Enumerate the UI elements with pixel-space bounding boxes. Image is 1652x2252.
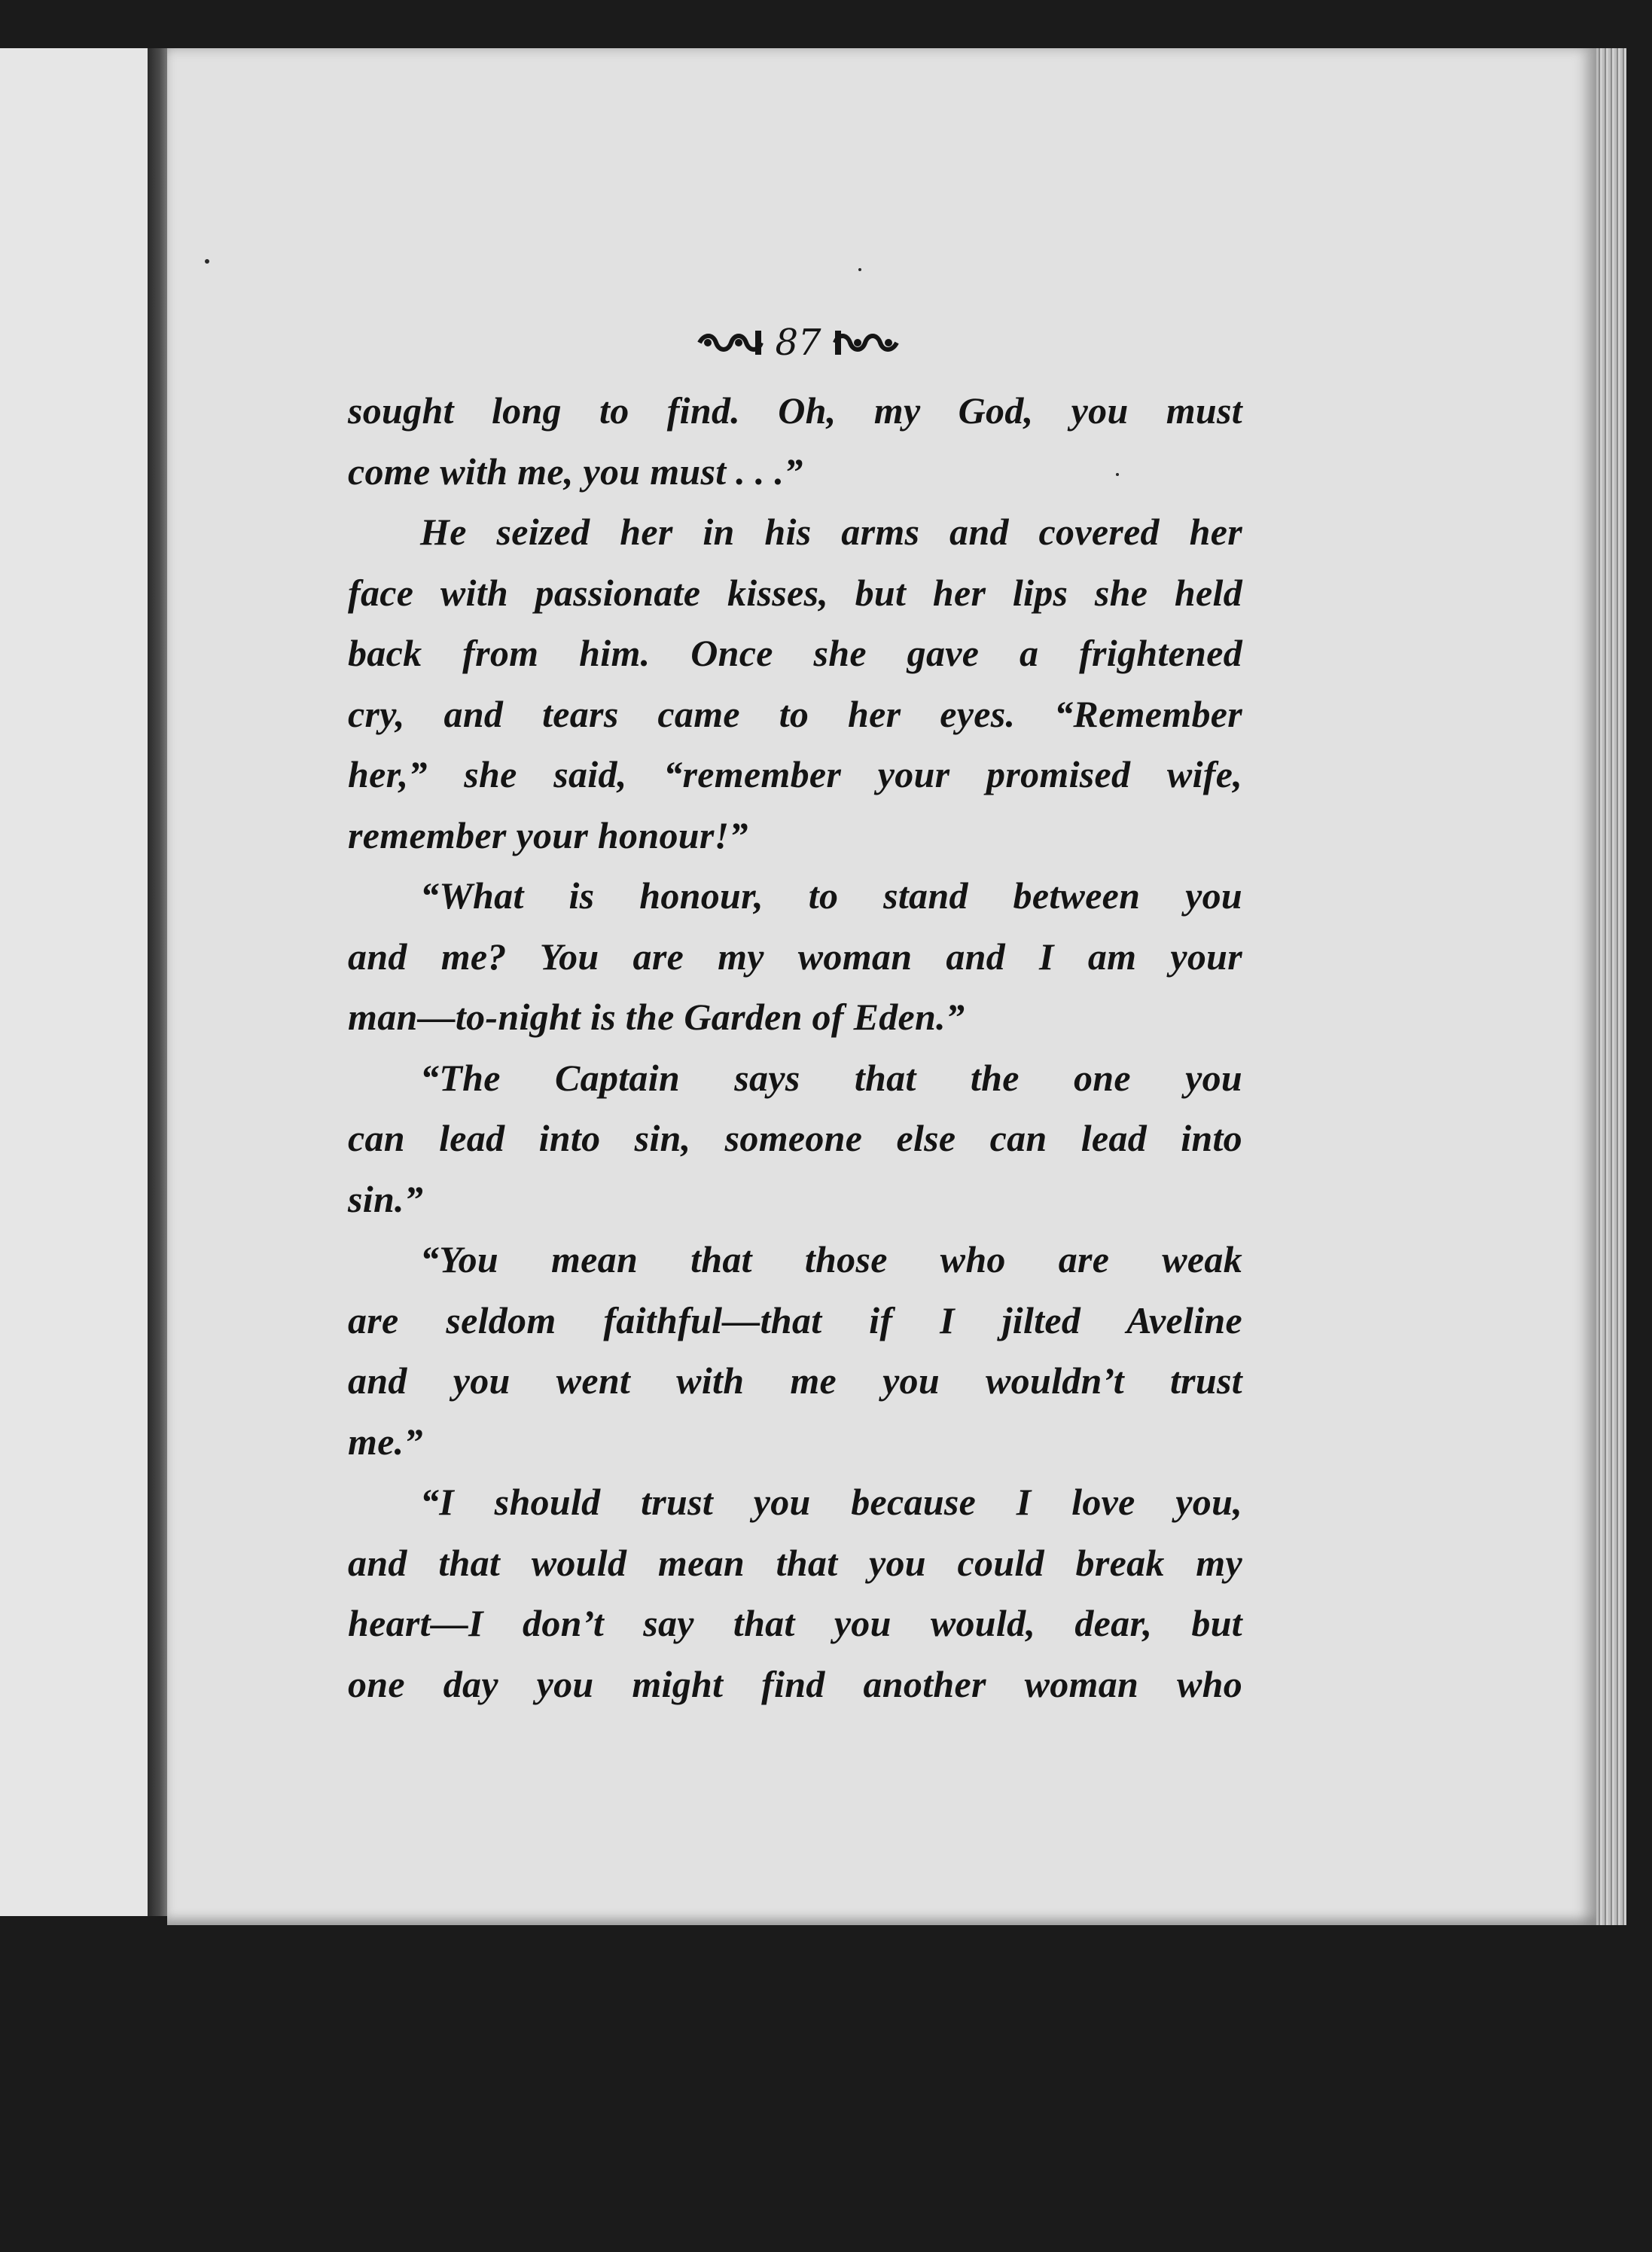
text-line: man—to-night is the Garden of Eden.” — [348, 996, 965, 1038]
text-line: sin.” — [348, 1177, 424, 1220]
text-line: remember your honour!” — [348, 813, 748, 856]
text-line: and me? You are my woman and I am your — [348, 935, 1242, 978]
page-edge-stack — [1596, 48, 1626, 1925]
text-line: and you went with me you wouldn’t trust — [348, 1359, 1242, 1402]
text-line: He seized her in his arms and covered her — [420, 511, 1242, 553]
facing-page-edge — [0, 48, 148, 1916]
scan-speck — [858, 268, 861, 271]
text-line: back from him. Once she gave a frightened — [348, 632, 1242, 674]
page-number: 87 — [775, 322, 821, 364]
text-line: “I should trust you because I love you, — [420, 1481, 1242, 1523]
right-ornament-icon — [832, 328, 900, 358]
text-line: can lead into sin, someone else can lead into — [348, 1117, 1242, 1159]
text-line: “The Captain says that the one you — [420, 1056, 1242, 1099]
text-line: “What is honour, to stand between you — [420, 874, 1242, 917]
scan-speck — [205, 259, 209, 264]
text-line: come with me, you must . . .” — [348, 450, 803, 493]
text-line: me.” — [348, 1420, 423, 1463]
text-line: heart—I don’t say that you would, dear, but — [348, 1602, 1242, 1644]
page-header — [678, 316, 919, 369]
text-line: sought long to find. Oh, my God, you must — [348, 389, 1242, 432]
left-ornament-icon — [696, 328, 764, 358]
text-line: one day you might find another woman who — [348, 1662, 1242, 1705]
text-line: her,” she said, “remember your promised wife, — [348, 753, 1242, 795]
text-line: cry, and tears came to her eyes. “Remember — [348, 692, 1242, 735]
text-line: are seldom faithful—that if I jilted Aveline — [348, 1298, 1242, 1341]
page-body-text — [348, 380, 1242, 1714]
text-line: “You mean that those who are weak — [420, 1238, 1242, 1280]
text-line: face with passionate kisses, but her lips she held — [348, 571, 1242, 614]
book-gutter — [148, 48, 167, 1916]
text-line: and that would mean that you could break my — [348, 1541, 1242, 1584]
